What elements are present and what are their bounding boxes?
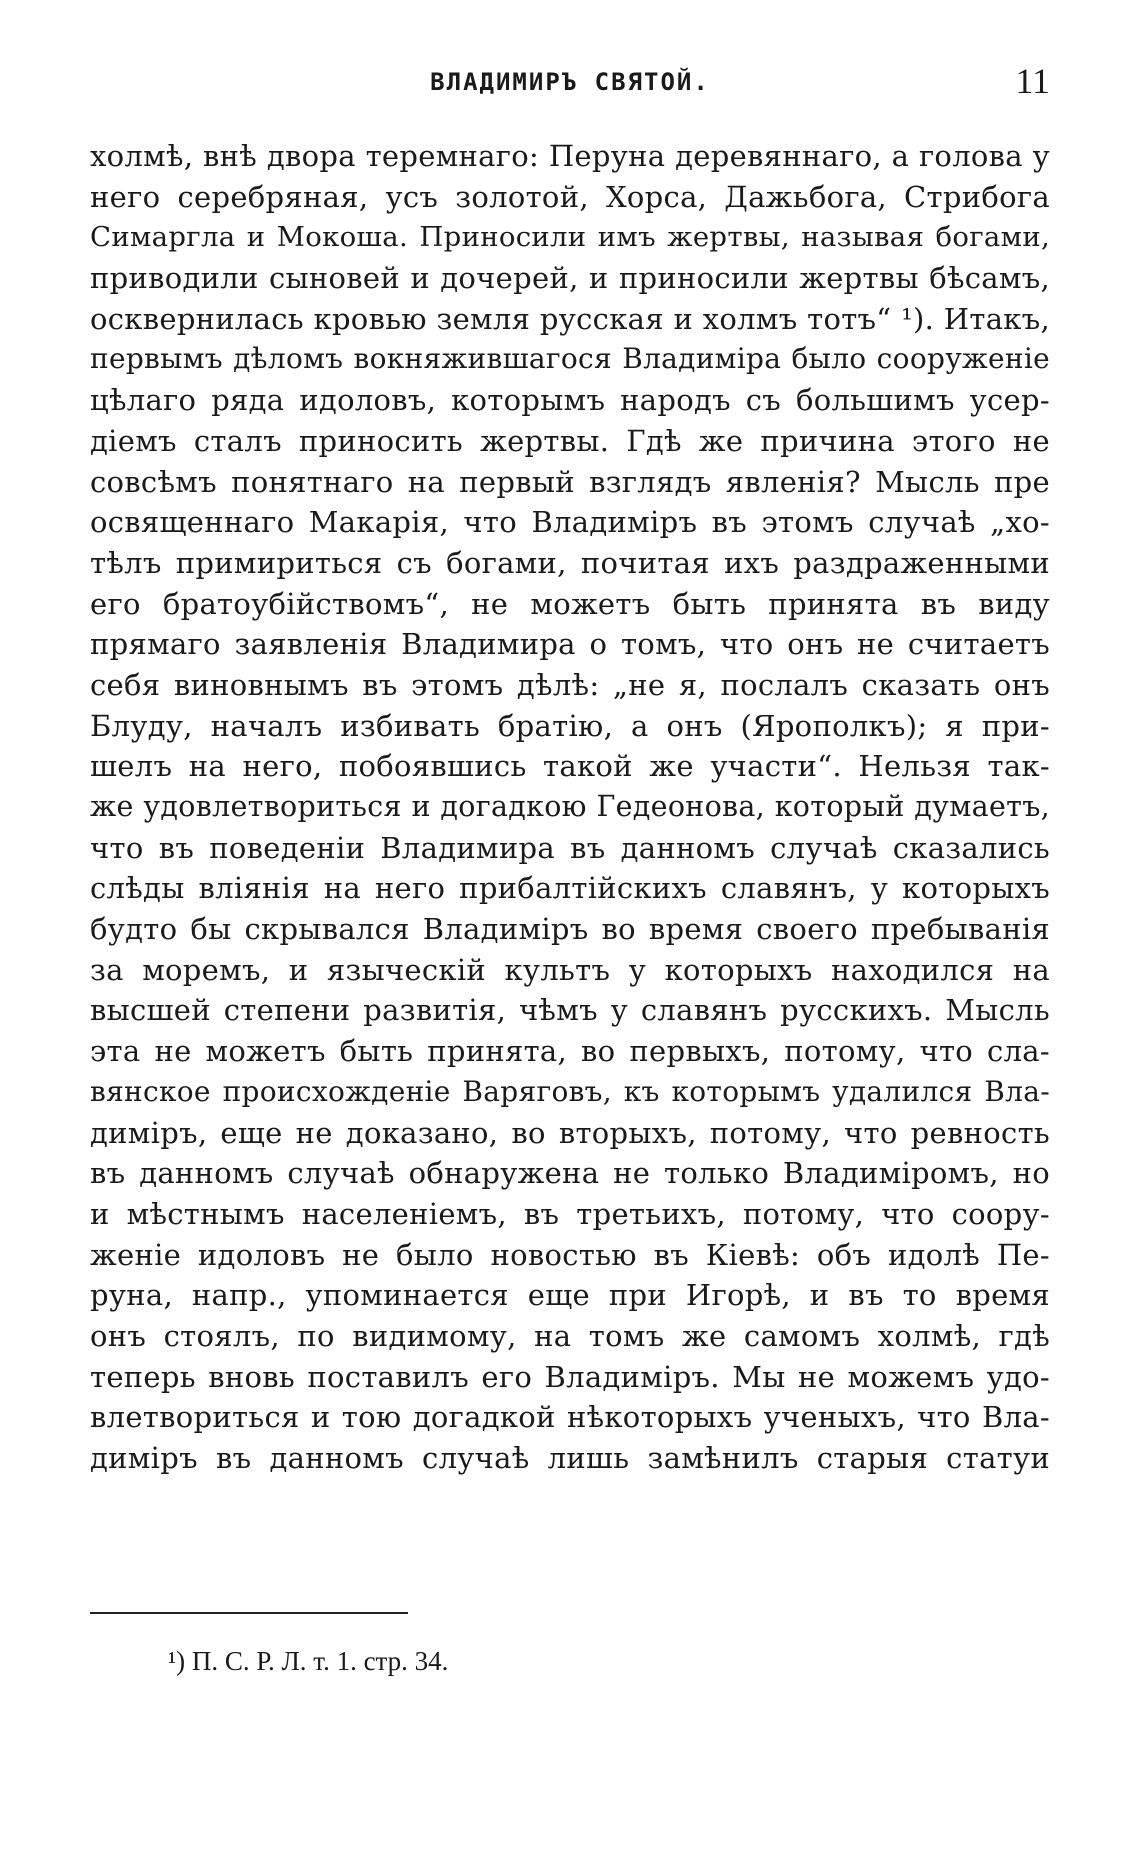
text-line: теперь вновь поставилъ его Владиміръ. Мы не можемъ удо-: [90, 1359, 1050, 1394]
text-line: осквернилась кровью земля русская и холмъ тотъ“ ¹). Итакъ,: [90, 301, 1050, 336]
text-line: него серебряная, усъ золотой, Хорса, Дажьбога, Стрибога: [90, 179, 1050, 214]
text-line: тѣлъ примириться съ богами, почитая ихъ раздраженными: [90, 545, 1050, 580]
text-line: вянское происхожденіе Варяговъ, къ которымъ удалился Вла-: [90, 1074, 1050, 1108]
text-line: приводили сыновей и дочерей, и приносили жертвы бѣсамъ,: [90, 261, 1050, 296]
text-line: Блуду, началъ избивать братію, а онъ (Ярополкъ); я при-: [90, 708, 1050, 743]
text-line: диміръ въ данномъ случаѣ лишь замѣнилъ старыя статуи: [90, 1441, 1050, 1475]
running-title: ВЛАДИМИРЪ СВЯТОЙ.: [430, 68, 710, 96]
text-line: освященнаго Макарія, что Владиміръ въ этомъ случаѣ „хо-: [90, 505, 1050, 540]
text-line: цѣлаго ряда идоловъ, которымъ народъ съ большимъ усер-: [90, 383, 1050, 418]
text-line: шелъ на него, побоявшись такой же участи“. Нельзя так-: [90, 749, 1050, 784]
text-line: что въ поведеніи Владимира въ данномъ случаѣ сказались: [90, 830, 1050, 865]
text-line: первымъ дѣломъ вокняжившагося Владиміра было сооруженіе: [90, 342, 1050, 376]
text-line: его братоубійствомъ“, не можетъ быть принята въ виду: [90, 586, 1050, 621]
text-line: въ данномъ случаѣ обнаружена не только Владиміромъ, но: [90, 1156, 1050, 1191]
text-line: и мѣстнымъ населеніемъ, въ третьихъ, потому, что соору-: [90, 1196, 1050, 1231]
text-line: прямаго заявленія Владимира о томъ, что онъ не считаетъ: [90, 627, 1050, 662]
text-line: высшей степени развитія, чѣмъ у славянъ русскихъ. Мысль: [90, 993, 1050, 1028]
text-line: за моремъ, и языческій культъ у которыхъ находился на: [90, 952, 1050, 987]
text-line: Симаргла и Мокоша. Приносили имъ жертвы, называя богами,: [90, 221, 1050, 254]
text-line: онъ стоялъ, по видимому, на томъ же самомъ холмѣ, гдѣ: [90, 1318, 1050, 1353]
text-line: женіе идоловъ не было новостью въ Кіевѣ: объ идолѣ Пе-: [90, 1237, 1050, 1272]
text-line: будто бы скрывался Владиміръ во время своего пребыванія: [90, 912, 1050, 947]
text-line: же удовлетвориться и догадкою Гедеонова, который думаетъ,: [90, 790, 1050, 823]
text-line: себя виновнымъ въ этомъ дѣлѣ: „не я, послалъ сказать онъ: [90, 667, 1050, 702]
text-line: диміръ, еще не доказано, во вторыхъ, потому, что ревность: [90, 1115, 1050, 1150]
text-line: діемъ сталъ приносить жертвы. Гдѣ же причина этого не: [90, 423, 1050, 458]
text-line: совсѣмъ понятнаго на первый взглядъ явленія? Мысль пре: [90, 464, 1050, 499]
running-head: [90, 60, 1050, 100]
text-line: руна, напр., упоминается еще при Игорѣ, и въ то время: [90, 1278, 1050, 1313]
footnote: ¹) П. С. Р. Л. т. 1. стр. 34.: [168, 1646, 449, 1676]
body-text: [90, 136, 1050, 1479]
footnote-rule: [90, 1612, 408, 1614]
text-line: слѣды вліянія на него прибалтійскихъ славянъ, у которыхъ: [90, 871, 1050, 906]
text-line: влетвориться и тою догадкой нѣкоторыхъ ученыхъ, что Вла-: [90, 1400, 1050, 1435]
page-number: 11: [1015, 61, 1050, 101]
text-line: холмѣ, внѣ двора теремнаго: Перуна деревяннаго, а голова у: [90, 139, 1050, 173]
text-line: эта не можетъ быть принята, во первыхъ, потому, что сла-: [90, 1034, 1050, 1069]
